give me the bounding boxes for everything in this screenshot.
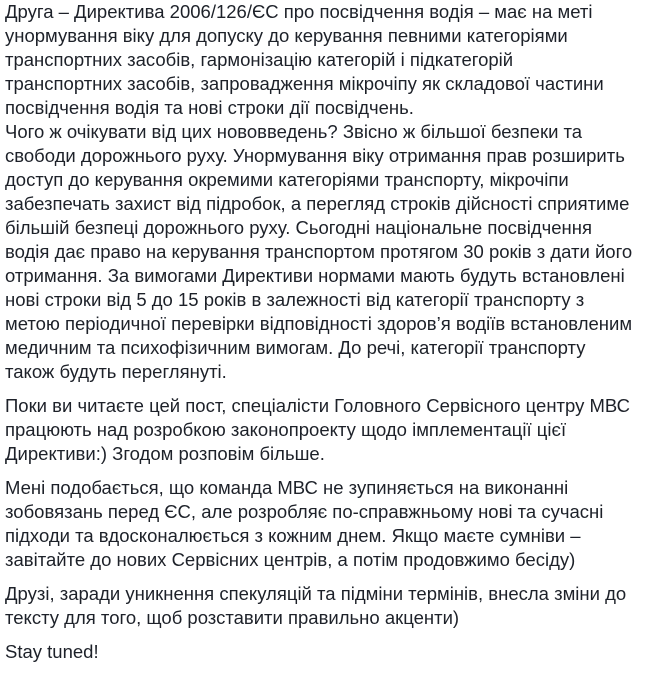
text-line: свободи дорожнього руху. Унормування віку отримання прав розширить xyxy=(5,145,625,166)
text-line: транспортних засобів, запровадження мікрочіпу як складової частини xyxy=(5,73,604,94)
text-line: доступ до керування окремими категоріями транспорту, мікрочіпи xyxy=(5,169,569,190)
post-paragraph-signoff xyxy=(5,640,650,664)
text-line: метою періодичної перевірки відповідності здоров’я водіїв встановленим xyxy=(5,313,633,334)
text-line: водія дає право на керування транспортом протягом 30 років з дати його xyxy=(5,241,633,262)
text-line: Stay tuned! xyxy=(5,641,99,662)
post-paragraph-legislation xyxy=(5,394,650,466)
text-line: нові строки від 5 до 15 років в залежності від категорії транспорту з xyxy=(5,289,585,310)
post-body xyxy=(5,0,650,674)
text-line: Друзі, заради уникнення спекуляцій та підміни термінів, внесла зміни до xyxy=(5,583,627,604)
text-line: зобовязань перед ЄС, але розробляє по-справжньому нові та сучасні xyxy=(5,501,604,522)
text-line: завітайте до нових Сервісних центрів, а потім продовжимо бесіду) xyxy=(5,549,576,570)
text-line: працюють над розробкою законопроекту щодо імплементації цієї xyxy=(5,419,567,440)
text-line: медичним та психофізичним вимогам. До речі, категорії транспорту xyxy=(5,337,586,358)
text-line: Друга – Директива 2006/126/ЄС про посвідчення водія – має на меті xyxy=(5,1,593,22)
text-line: Чого ж очікувати від цих нововведень? Звісно ж більшої безпеки та xyxy=(5,121,583,142)
text-line: отримання. За вимогами Директиви нормами мають будуть встановлені xyxy=(5,265,625,286)
post-paragraph-directive xyxy=(5,0,650,384)
text-line: тексту для того, щоб розставити правильно акценти) xyxy=(5,607,460,628)
text-line: унормування віку для допуску до керування певними категоріями xyxy=(5,25,568,46)
text-line: підходи та вдосконалюється з кожним днем. Якщо маєте сумніви – xyxy=(5,525,581,546)
post-paragraph-team xyxy=(5,476,650,572)
text-line: транспортних засобів, гармонізацію категорій і підкатегорій xyxy=(5,49,514,70)
text-line: посвідчення водія та нові строки дії посвідчень. xyxy=(5,97,414,118)
post-paragraph-edit-note xyxy=(5,582,650,630)
text-line: більшій безпеці дорожнього руху. Сьогодні національне посвідчення xyxy=(5,217,592,238)
text-line: Мені подобається, що команда МВС не зупиняється на виконанні xyxy=(5,477,569,498)
text-line: забезпечать захист від підробок, а перегляд строків дійсності сприятиме xyxy=(5,193,630,214)
text-line: Директиви:) Згодом розповім більше. xyxy=(5,443,325,464)
text-line: також будуть переглянуті. xyxy=(5,361,227,382)
text-line: Поки ви читаєте цей пост, спеціалісти Головного Сервісного центру МВС xyxy=(5,395,630,416)
